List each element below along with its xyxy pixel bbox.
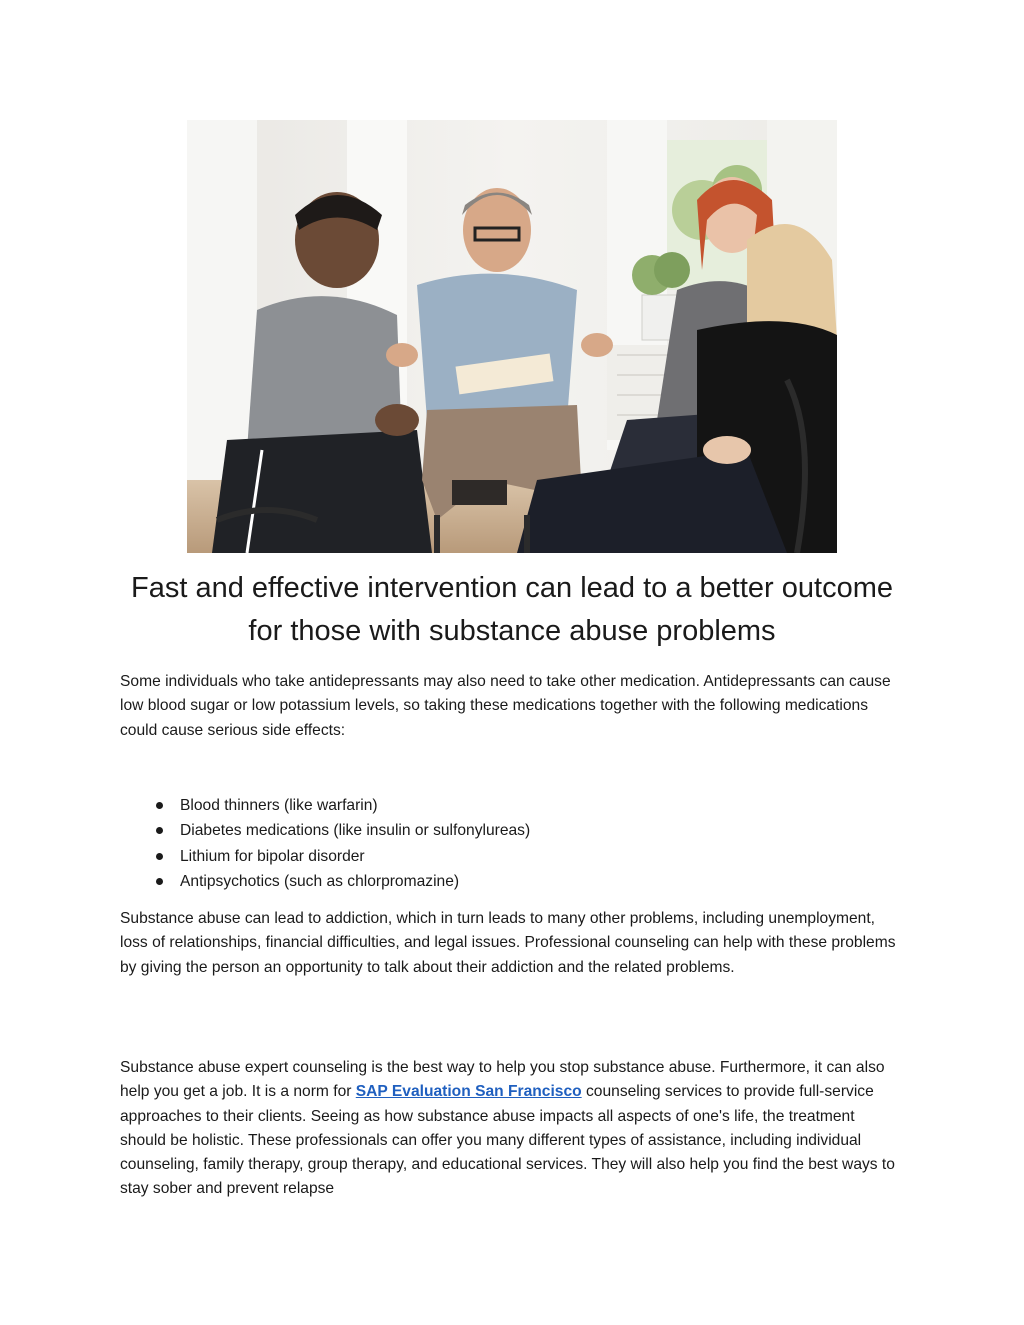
list-item bbox=[120, 793, 904, 818]
counseling-photo bbox=[187, 120, 837, 553]
counseling-text-start: Substance abuse expert counseling is the best way to help you stop substance abuse. Furthermore, it can also help you get a job. It is a norm for bbox=[120, 1059, 885, 1101]
counseling-text-end: counseling services to provide full-service approaches to their clients. Seeing as how substance abuse impacts all aspects of one's life, the treatment should be holistic. These professionals can offer you many different types of assistance, including individual counseling, family therapy, group therapy, and educational services. They will also help you find the best ways to stay sober and prevent relapse bbox=[120, 1083, 895, 1198]
list-item-text: Antipsychotics (such as chlorpromazine) bbox=[180, 872, 460, 890]
list-item bbox=[120, 818, 904, 843]
list-item-text: Diabetes medications (like insulin or sulfonylureas) bbox=[180, 822, 531, 840]
bullet-icon bbox=[156, 853, 163, 860]
counseling-paragraph bbox=[120, 1056, 904, 1202]
article-title: Fast and effective intervention can lead to a better outcome for those with substance abuse problems bbox=[131, 572, 893, 647]
intro-paragraph: Some individuals who take antidepressants may also need to take other medication. Antidepressants can cause low blood sugar or low potassium levels, so taking these medications together with the following medications could cause serious side effects: bbox=[120, 673, 891, 739]
list-item bbox=[120, 869, 904, 894]
list-item-text: Blood thinners (like warfarin) bbox=[180, 797, 378, 814]
sap-evaluation-link[interactable]: SAP Evaluation San Francisco bbox=[355, 1083, 582, 1101]
addiction-paragraph: Substance abuse can lead to addiction, which in turn leads to many other problems, including unemployment, loss of relationships, financial difficulties, and legal issues. Professional counseling can help with these problems by giving the person an opportunity to talk about their addiction and the related problems. bbox=[120, 910, 896, 976]
bullet-icon bbox=[156, 878, 163, 885]
list-item-text: Lithium for bipolar disorder bbox=[180, 847, 365, 865]
list-item bbox=[120, 844, 904, 869]
bullet-icon bbox=[156, 827, 163, 834]
bullet-icon bbox=[156, 802, 163, 809]
medication-list bbox=[120, 793, 904, 894]
